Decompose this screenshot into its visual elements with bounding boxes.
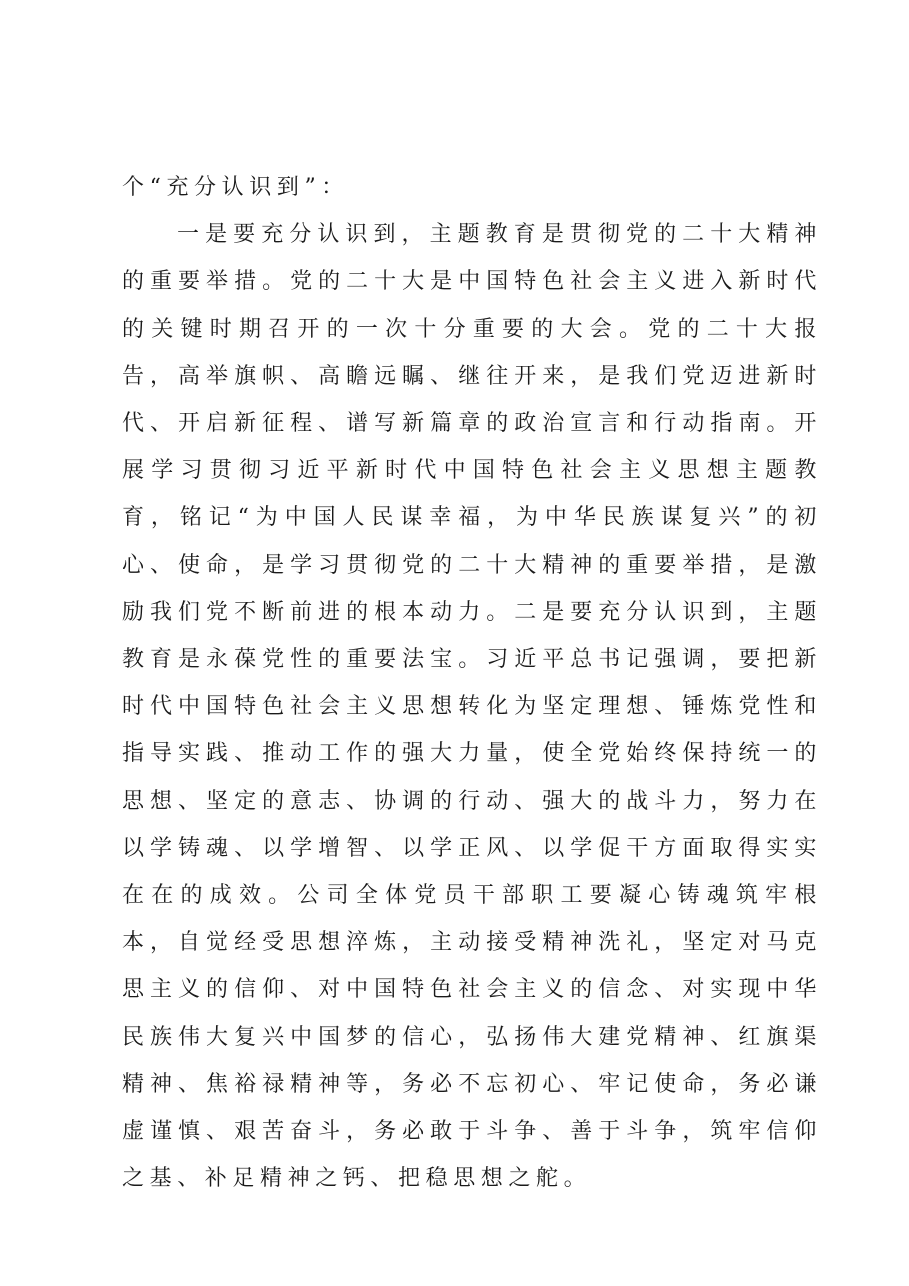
body-paragraph: 一是要充分认识到，主题教育是贯彻党的二十大精神的重要举措。党的二十大是中国特色社会主义进入新时代的关键时期召开的一次十分重要的大会。党的二十大报告，高举旗帜、高瞻远瞩、继往开来，是我们党迈进新时代、开启新征程、谱写新篇章的政治宣言和行动指南。开展学习贯彻习近平新时代中国特色社会主义思想主题教育，铭记“为中国人民谋幸福，为中华民族谋复兴”的初心、使命，是学习贯彻党的二十大精神的重要举措，是激励我们党不断前进的根本动力。二是要充分认识到，主题教育是永葆党性的重要法宝。习近平总书记强调，要把新时代中国特色社会主义思想转化为坚定理想、锤炼党性和指导实践、推动工作的强大力量，使全党始终保持统一的思想、坚定的意志、协调的行动、强大的战斗力，努力在以学铸魂、以学增智、以学正风、以学促干方面取得实实在在的成效。公司全体党员干部职工要凝心铸魂筑牢根本，自觉经受思想淬炼，主动接受精神洗礼，坚定对马克思主义的信仰、对中国特色社会主义的信念、对实现中华民族伟大复兴中国梦的信心，弘扬伟大建党精神、红旗渠精神、焦裕禄精神等，务必不忘初心、牢记使命，务必谦虚谨慎、艰苦奋斗，务必敢于斗争、善于斗争，筑牢信仰之基、补足精神之钙、把稳思想之舵。 [122, 222, 822, 1192]
document-body [122, 164, 822, 1202]
continuation-line: 个“充分认识到”： [122, 175, 349, 200]
